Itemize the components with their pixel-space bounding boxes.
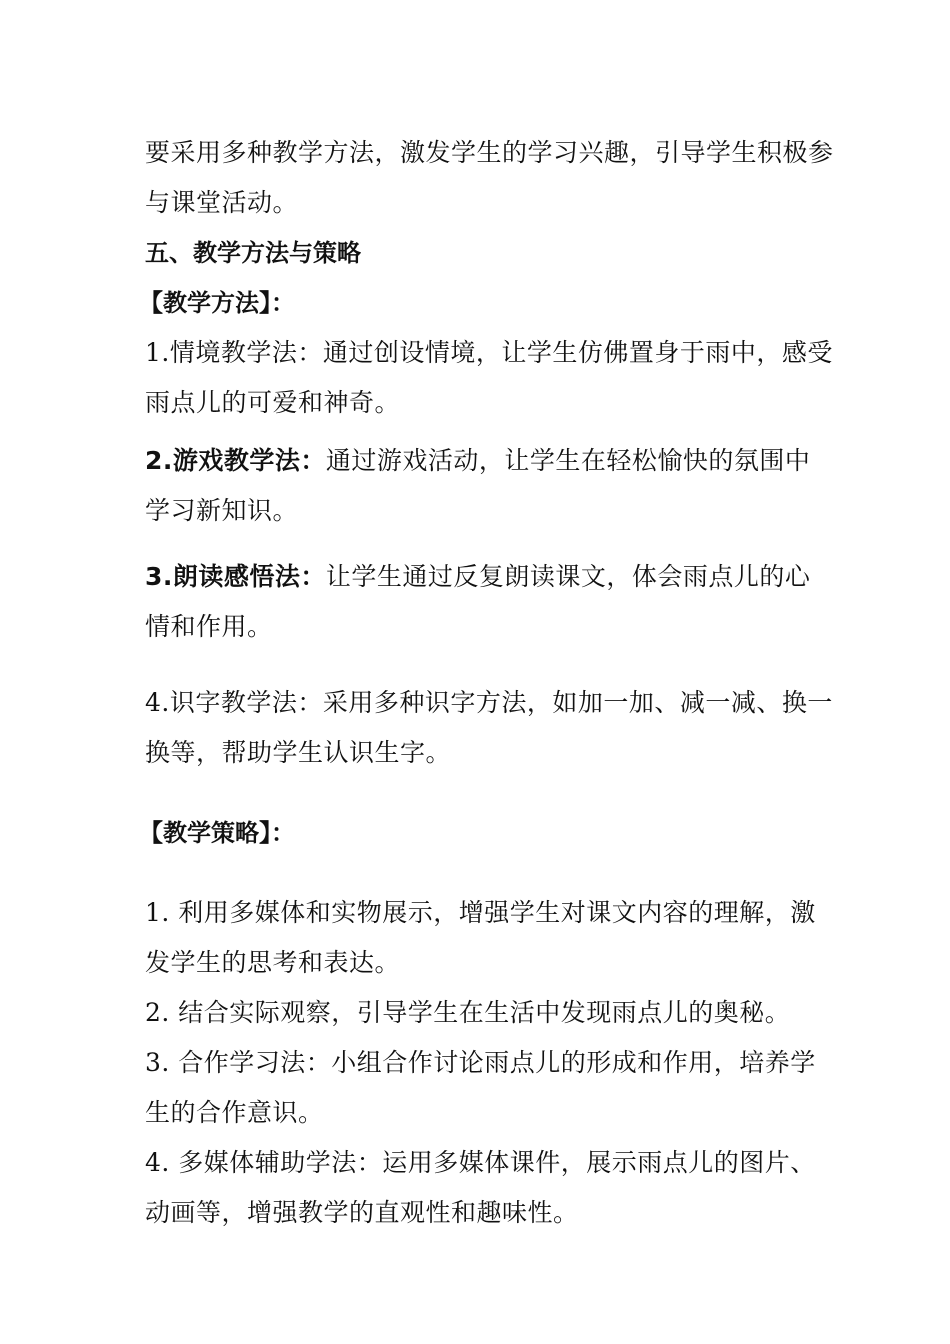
section-heading: 五、教学方法与策略 — [145, 239, 361, 267]
method-item-2-lead: 2.游戏教学法： — [145, 446, 326, 475]
strategies-heading: 【教学策略】： — [139, 819, 295, 847]
method-item-3-text: 让学生通过反复朗读课文，体会雨点儿的心情和作用。 — [145, 562, 811, 641]
method-item-4-lead: 4.识字教学法： — [145, 688, 323, 717]
intro-paragraph: 要采用多种教学方法，激发学生的学习兴趣，引导学生积极参与课堂活动。 — [145, 138, 834, 217]
method-item-1 — [145, 328, 835, 428]
method-item-4 — [145, 678, 835, 778]
methods-heading: 【教学方法】： — [139, 289, 295, 317]
method-item-2 — [145, 436, 835, 536]
strategy-item-3: 3. 合作学习法：小组合作讨论雨点儿的形成和作用，培养学生的合作意识。 — [145, 1048, 816, 1127]
document-page — [139, 128, 835, 1238]
method-item-3 — [145, 552, 835, 652]
method-item-1-lead: 1.情境教学法： — [145, 338, 323, 367]
method-item-2-text: 通过游戏活动，让学生在轻松愉快的氛围中学习新知识。 — [145, 446, 811, 525]
method-item-1-text: 通过创设情境，让学生仿佛置身于雨中，感受雨点儿的可爱和神奇。 — [145, 338, 833, 417]
method-item-4-text: 采用多种识字方法，如加一加、减一减、换一换等，帮助学生认识生字。 — [145, 688, 833, 767]
strategy-item-4: 4. 多媒体辅助学法：运用多媒体课件，展示雨点儿的图片、动画等，增强教学的直观性和趣味性。 — [145, 1148, 816, 1227]
strategy-item-1: 1. 利用多媒体和实物展示，增强学生对课文内容的理解，激发学生的思考和表达。 — [145, 898, 816, 977]
strategy-item-2: 2. 结合实际观察，引导学生在生活中发现雨点儿的奥秘。 — [145, 998, 791, 1027]
method-item-3-lead: 3.朗读感悟法： — [145, 562, 326, 591]
